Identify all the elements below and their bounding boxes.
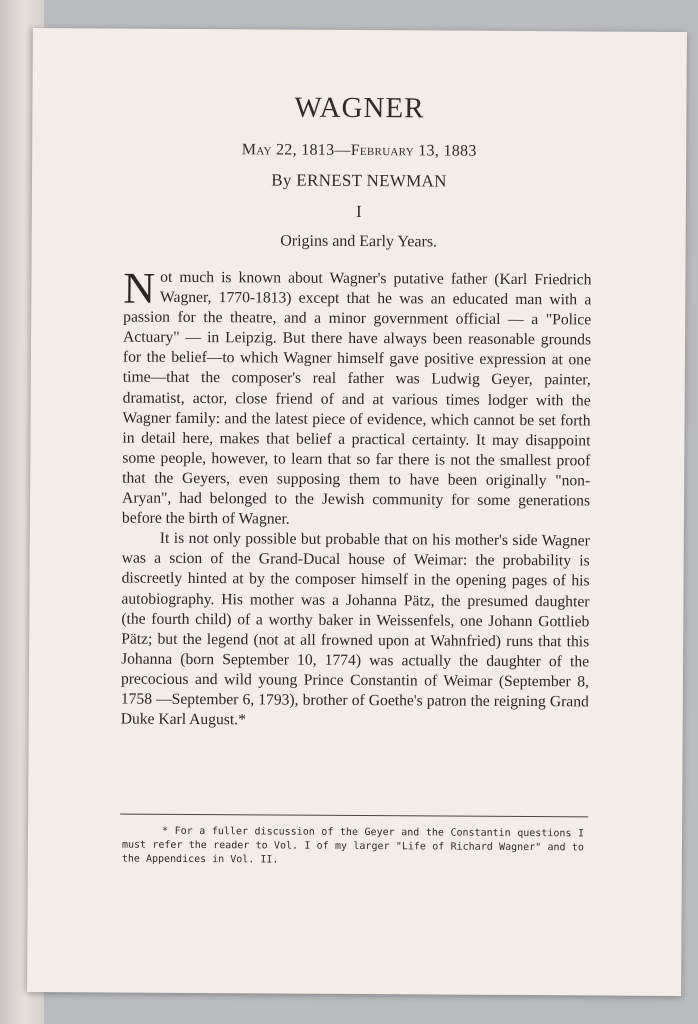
footnote-divider [120, 814, 588, 818]
body-text [120, 263, 592, 733]
drop-cap: N [123, 263, 156, 313]
page-title: WAGNER [294, 91, 425, 125]
paragraph-1-text: ot much is known about Wagner's putative father (Karl Friedrich Wagner, 1770-1813) except that he was an educated man with a passion for the theatre, and a minor government official — a "Police Actuary" — in Leipzig. But there have always been reasonable grounds for the belief—to which Wagner himself gave positive expression at one time—that the composer's real father was Ludwig Geyer, painter, dramatist, actor, close friend of and at various times lodger with the Wagner family: and the latest piece of evidence, which cannot be set forth in detail here, makes that belief a practical certainty. It may disappoint some people, however, to learn that so far there is not the smallest proof that the Geyers, even supposing them to have been originally "non-Aryan", had belonged to the Jewish community for some generations before the birth of Wagner. [121, 268, 592, 528]
paragraph-1 [121, 263, 592, 532]
book-page [27, 28, 687, 996]
section-title: Origins and Early Years. [280, 232, 438, 251]
life-dates: May 22, 1813—February 13, 1883 [241, 141, 477, 160]
paragraph-2: It is not only possible but probable that on his mother's side Wagner was a scion of the Grand-Ducal house of Weimar: the probability is discreetly hinted at by the composer himself in the opening pages of his autobiography. His mother was a Johanna Pätz, the presumed daughter (the fourth child) of a worthy baker in Weissenfels, one Johann Gottlieb Pätz; but the legend (not at all frowned upon at Wahnfried) runs that this Johanna (born September 10, 1774) was actually the daughter of the precocious and wild young Prince Constantin of Weimar (September 8, 1758 —September 6, 1793), brother of Goethe's patron the reigning Grand Duke Karl August.* [120, 530, 590, 729]
footnote: * For a fuller discussion of the Geyer and the Constantin questions I must refer the reader to Vol. I of my larger "Life of Richard Wagner" and to the Appendices in Vol. II. [121, 825, 585, 866]
section-numeral: I [355, 201, 362, 222]
author-byline: By ERNEST NEWMAN [271, 170, 447, 191]
